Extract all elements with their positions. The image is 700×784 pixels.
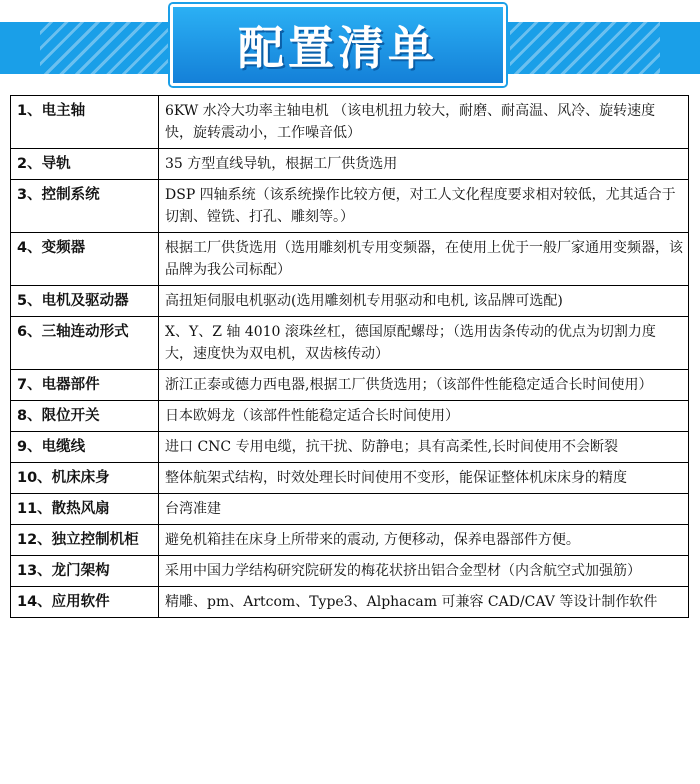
row-label: 1、电主轴 xyxy=(11,96,159,149)
row-desc: 整体航架式结构，时效处理长时间使用不变形，能保证整体机床床身的精度 xyxy=(159,463,689,494)
row-desc: 根据工厂供货选用（选用雕刻机专用变频器，在使用上优于一般厂家通用变频器，该品牌为我公司标配） xyxy=(159,233,689,286)
row-desc: 采用中国力学结构研究院研发的梅花状挤出铝合金型材（内含航空式加强筋） xyxy=(159,556,689,587)
table-row xyxy=(11,180,689,233)
row-desc: 进口 CNC 专用电缆，抗干扰、防静电；具有高柔性,长时间使用不会断裂 xyxy=(159,432,689,463)
table-row xyxy=(11,432,689,463)
table-row xyxy=(11,149,689,180)
table-row xyxy=(11,317,689,370)
row-label: 11、散热风扇 xyxy=(11,494,159,525)
row-desc: 35 方型直线导轨，根据工厂供货选用 xyxy=(159,149,689,180)
row-desc: 浙江正泰或德力西电器,根据工厂供货选用；（该部件性能稳定适合长时间使用） xyxy=(159,370,689,401)
row-label: 2、导轨 xyxy=(11,149,159,180)
row-label: 3、控制系统 xyxy=(11,180,159,233)
row-desc: DSP 四轴系统（该系统操作比较方便，对工人文化程度要求相对较低，尤其适合于切割、镗铣、打孔、雕刻等。） xyxy=(159,180,689,233)
row-label: 6、三轴连动形式 xyxy=(11,317,159,370)
table-row xyxy=(11,556,689,587)
row-label: 8、限位开关 xyxy=(11,401,159,432)
row-label: 9、电缆线 xyxy=(11,432,159,463)
table-row xyxy=(11,96,689,149)
table-row xyxy=(11,401,689,432)
row-label: 14、应用软件 xyxy=(11,587,159,618)
row-label: 5、电机及驱动器 xyxy=(11,286,159,317)
row-label: 4、变频器 xyxy=(11,233,159,286)
row-label: 10、机床床身 xyxy=(11,463,159,494)
table-row xyxy=(11,525,689,556)
table-row xyxy=(11,587,689,618)
row-desc: 避免机箱挂在床身上所带来的震动, 方便移动，保养电器部件方便。 xyxy=(159,525,689,556)
header-banner xyxy=(0,0,700,88)
banner-stripes-left xyxy=(40,0,190,88)
table-row xyxy=(11,233,689,286)
row-desc: 精雕、pm、Artcom、Type3、Alphacam 可兼容 CAD/CAV 等设计制作软件 xyxy=(159,587,689,618)
page-title: 配置清单 xyxy=(238,21,438,75)
table-row xyxy=(11,286,689,317)
config-table xyxy=(10,95,689,618)
row-label: 12、独立控制机柜 xyxy=(11,525,159,556)
row-label: 7、电器部件 xyxy=(11,370,159,401)
row-desc: 6KW 水冷大功率主轴电机 （该电机扭力较大，耐磨、耐高温、风冷、旋转速度快，旋转震动小，工作噪音低） xyxy=(159,96,689,149)
table-row xyxy=(11,463,689,494)
title-plate xyxy=(170,4,506,86)
table-row xyxy=(11,370,689,401)
row-desc: 台湾准建 xyxy=(159,494,689,525)
row-label: 13、龙门架构 xyxy=(11,556,159,587)
table-row xyxy=(11,494,689,525)
banner-stripes-right xyxy=(510,0,660,88)
row-desc: X、Y、Z 轴 4010 滚珠丝杠，德国原配螺母；（选用齿条传动的优点为切割力度大，速度快为双电机，双齿核传动） xyxy=(159,317,689,370)
row-desc: 日本欧姆龙（该部件性能稳定适合长时间使用） xyxy=(159,401,689,432)
row-desc: 高扭矩伺服电机驱动(选用雕刻机专用驱动和电机, 该品牌可选配) xyxy=(159,286,689,317)
